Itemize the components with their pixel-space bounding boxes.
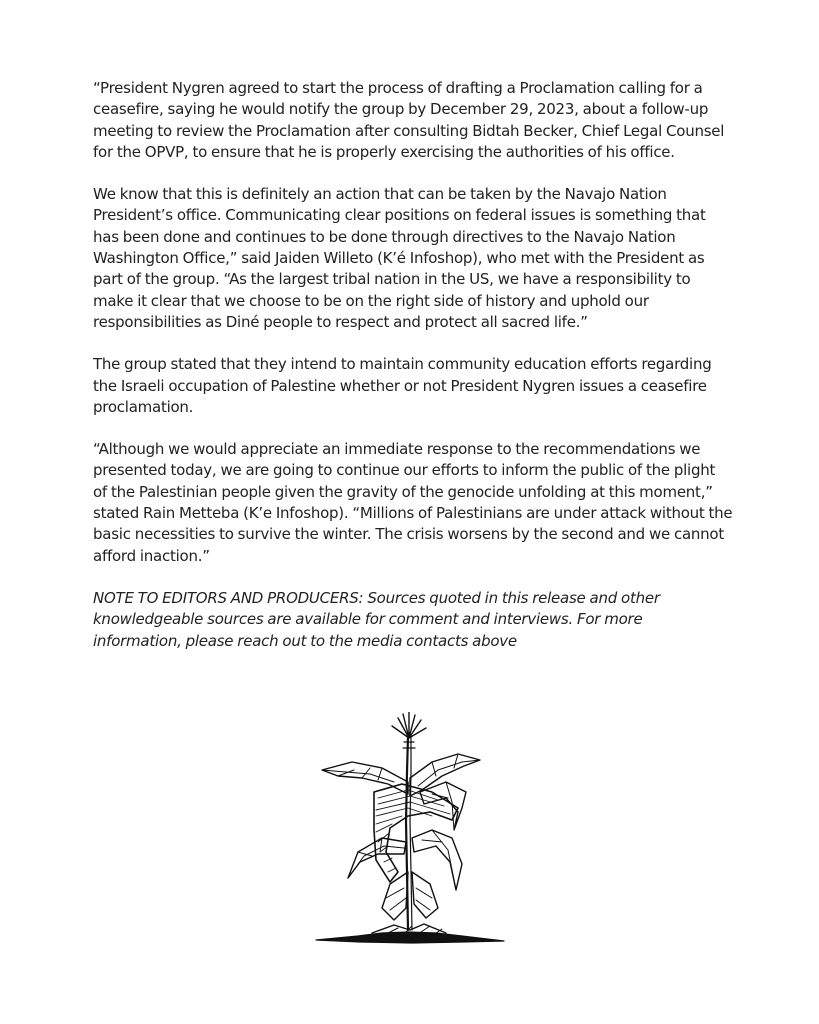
- paragraph-community-education: The group stated that they intend to maintain community education efforts regarding the Israeli occupation of Palestine whether or not President Nygren issues a ceasefire proclamation.: [93, 355, 712, 416]
- corn-stalk-illustration: [312, 712, 508, 948]
- paragraph-metteba-quote: “Although we would appreciate an immediate response to the recommendations we presented today, we are going to continue our efforts to inform the public of the plight of the Palestinian people given the gravity of the genocide unfolding at this moment,” stated Rain Metteba (K’e Infoshop). “Millions of Palestinians are under attack without the basic necessities to survive the winter. The crisis worsens by the second and we cannot afford inaction.”: [93, 440, 733, 565]
- paragraph-nygren-proclamation: “President Nygren agreed to start the process of drafting a Proclamation calling for a ceasefire, saying he would notify the group by December 29, 2023, about a follow-up meeting to review the Proclamation after consulting Bidtah Becker, Chief Legal Counsel for the OPVP, to ensure that he is properly exercising the authorities of his office.: [93, 79, 725, 161]
- corn-stalk-icon: [312, 712, 508, 948]
- note-to-editors: NOTE TO EDITORS AND PRODUCERS: Sources quoted in this release and other knowledgeable sources are available for comment and interviews. For more information, please reach out to the media contacts above: [93, 588, 660, 650]
- press-release-body: [93, 78, 733, 673]
- paragraph-willeto-quote: We know that this is definitely an action that can be taken by the Navajo Nation President’s office. Communicating clear positions on federal issues is something that has been done and continues to be done through directives to the Navajo Nation Washington Office,” said Jaiden Willeto (K’é Infoshop), who met with the President as part of the group. “As the largest tribal nation in the US, we have a responsibility to make it clear that we choose to be on the right side of history and uphold our responsibilities as Diné people to respect and protect all sacred life.”: [93, 185, 706, 331]
